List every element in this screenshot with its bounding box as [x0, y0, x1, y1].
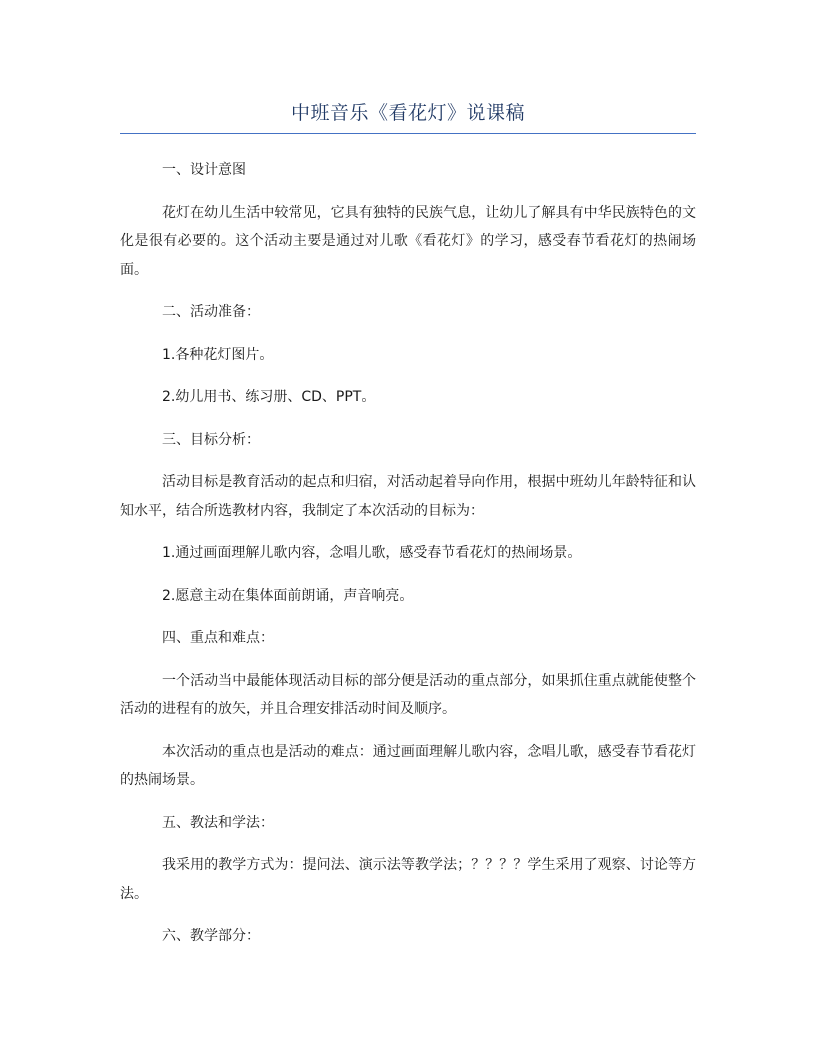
paragraph-key-points-1: 一个活动当中最能体现活动目标的部分便是活动的重点部分，如果抓住重点就能使整个活动的进程有的放矢，并且合理安排活动时间及顺序。 — [120, 672, 696, 717]
section-heading-preparation: 二、活动准备： — [162, 304, 260, 320]
list-item-goal-2: 2.愿意主动在集体面前朗诵，声音响亮。 — [162, 587, 414, 604]
document-body — [120, 156, 696, 965]
section-heading-teaching: 六、教学部分： — [162, 928, 260, 944]
document-title: 中班音乐《看花灯》说课稿 — [290, 102, 525, 124]
section-heading-goal-analysis: 三、目标分析： — [162, 431, 260, 448]
paragraph-goal-analysis: 活动目标是教育活动的起点和归宿，对活动起着导向作用，根据中班幼儿年龄特征和认知水平，结合所选教材内容，我制定了本次活动的目标为： — [120, 474, 696, 519]
list-item-preparation-1: 1.各种花灯图片。 — [162, 346, 274, 363]
section-heading-design-intent: 一、设计意图 — [162, 162, 246, 178]
paragraph-key-points-2: 本次活动的重点也是活动的难点：通过画面理解儿歌内容，念唱儿歌，感受春节看花灯的热闹场景。 — [120, 743, 696, 788]
list-item-goal-1: 1.通过画面理解儿歌内容，念唱儿歌，感受春节看花灯的热闹场景。 — [162, 545, 582, 561]
paragraph-methods: 我采用的教学方式为：提问法、演示法等教学法；？？？？学生采用了观察、讨论等方法。 — [120, 857, 696, 902]
section-heading-key-points: 四、重点和难点： — [162, 630, 274, 646]
list-item-preparation-2: 2.幼儿用书、练习册、CD、PPT。 — [162, 389, 376, 405]
section-heading-methods: 五、教法和学法： — [162, 814, 274, 831]
title-underline — [120, 133, 696, 134]
paragraph-design-intent: 花灯在幼儿生活中较常见，它具有独特的民族气息，让幼儿了解具有中华民族特色的文化是很有必要的。这个活动主要是通过对儿歌《看花灯》的学习，感受春节看花灯的热闹场面。 — [120, 204, 696, 278]
